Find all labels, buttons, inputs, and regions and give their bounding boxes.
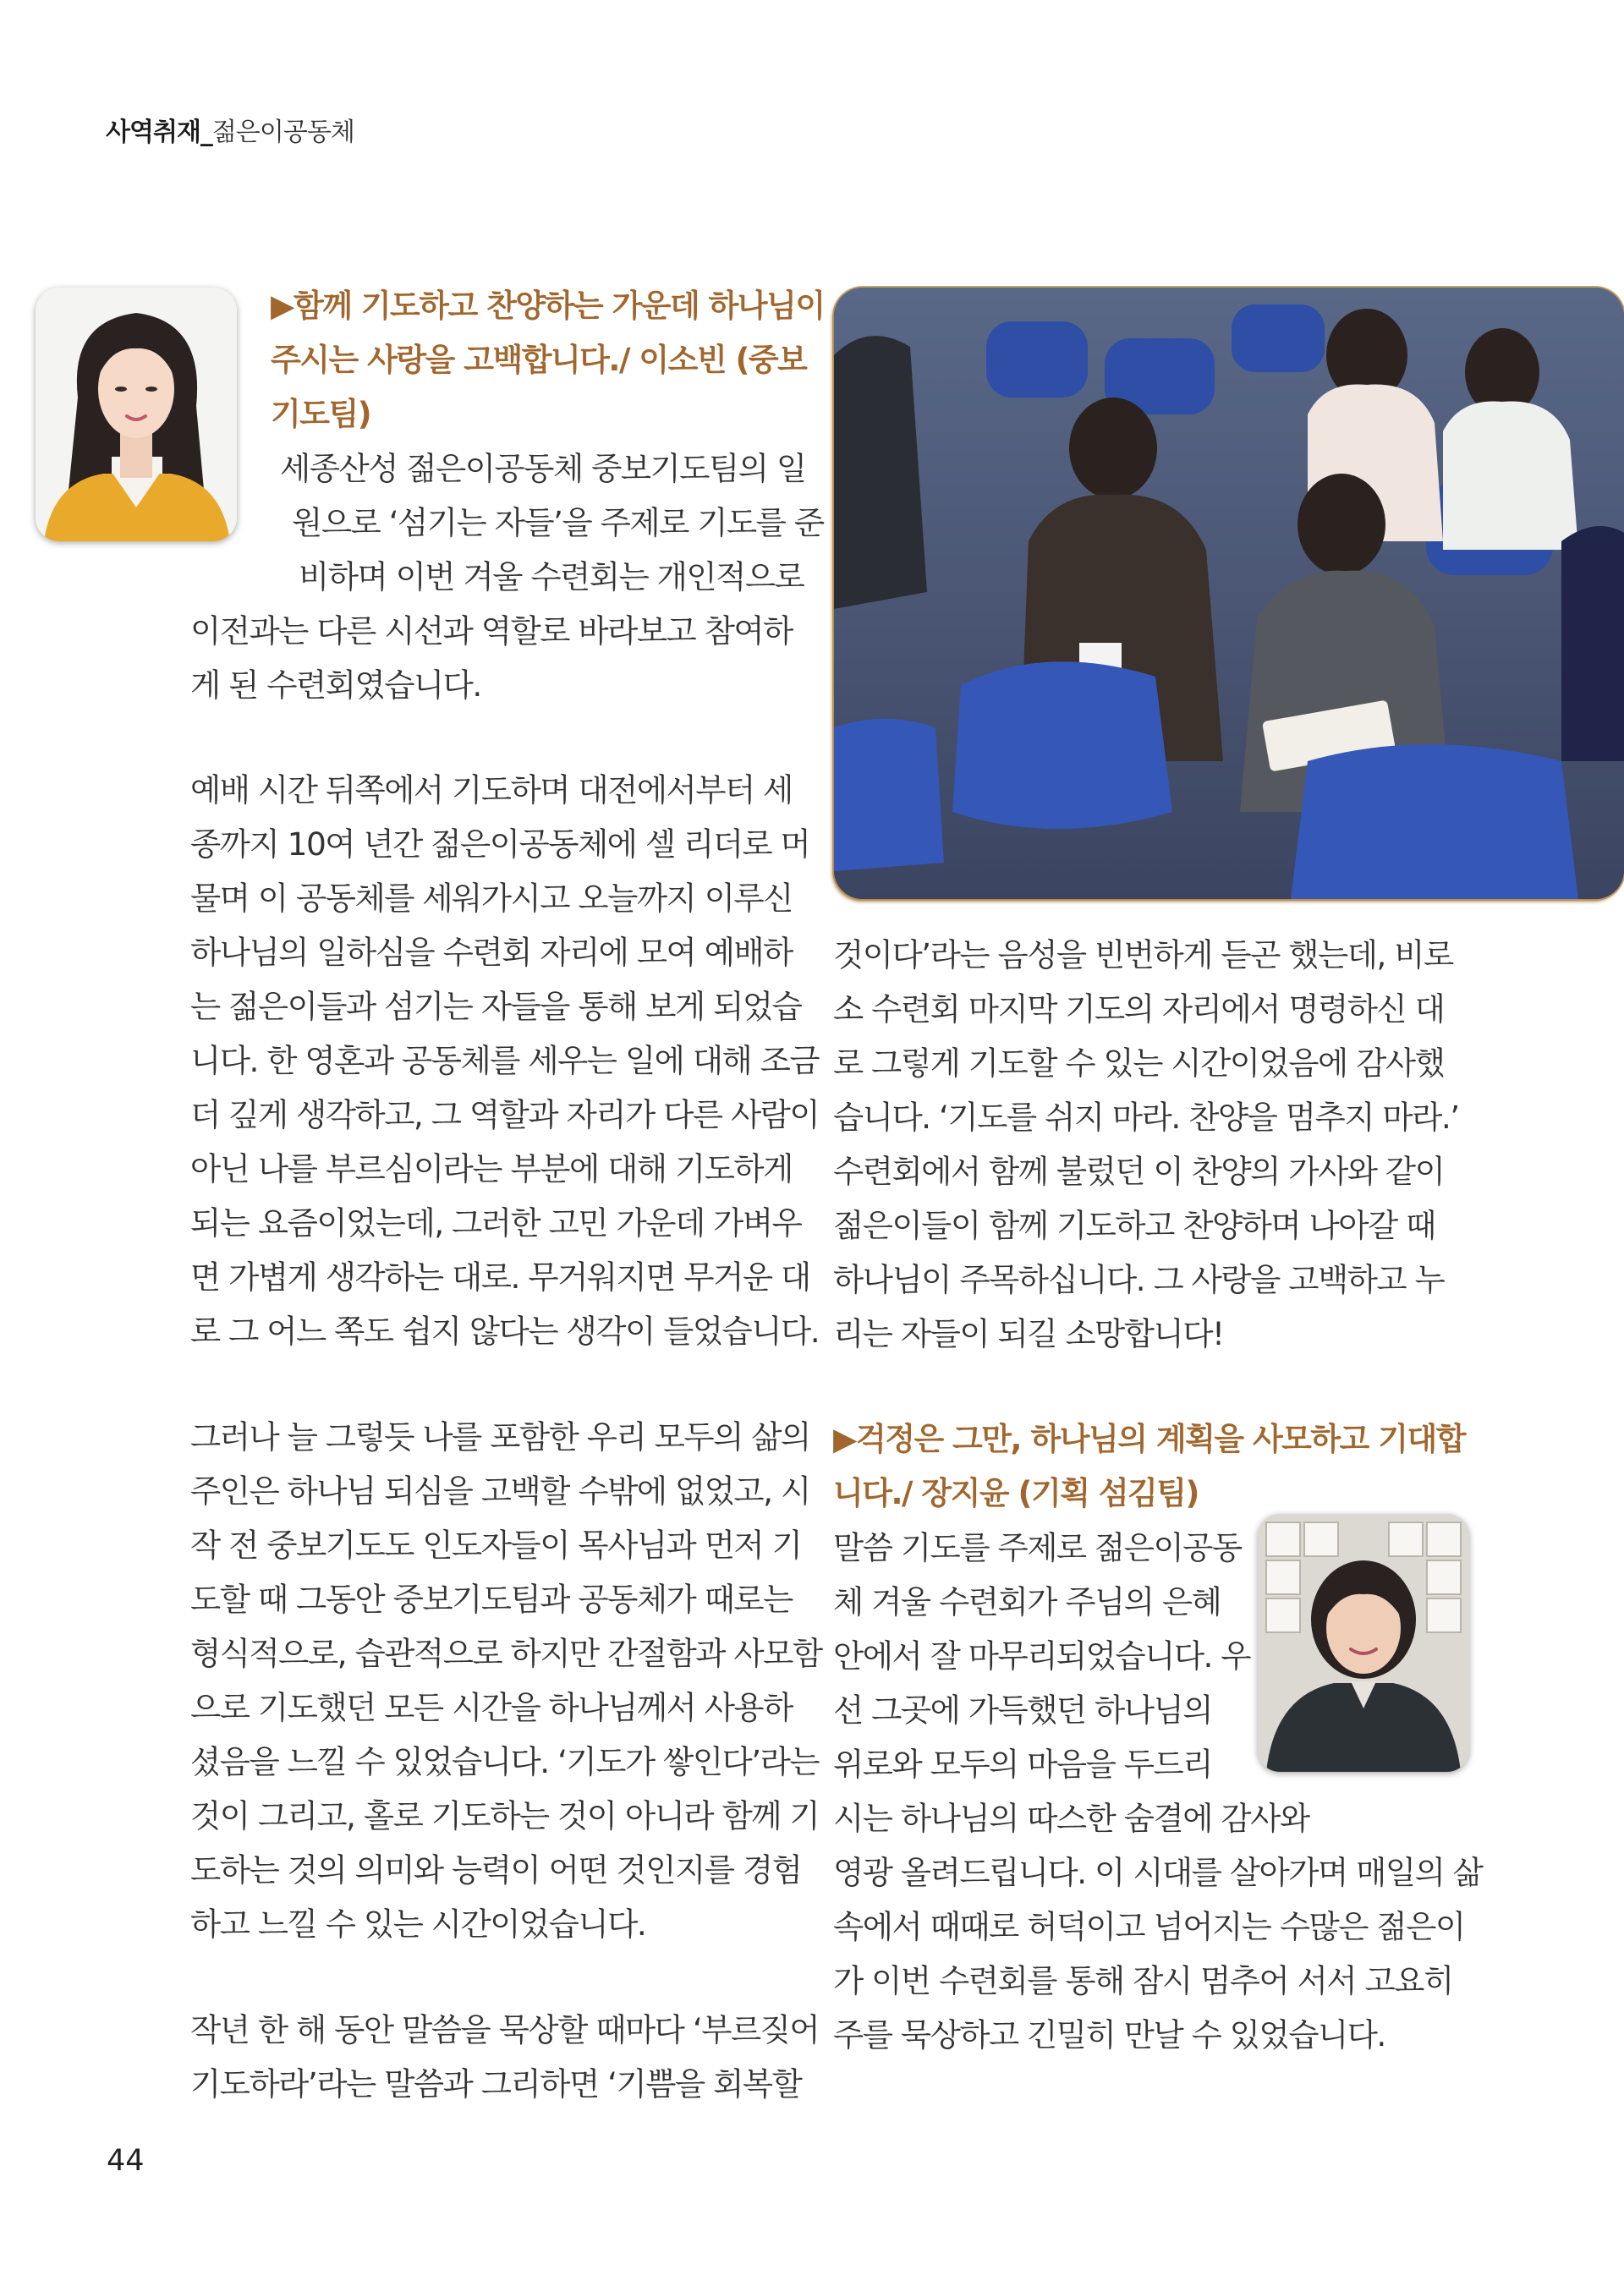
photo-illustration <box>834 288 1624 899</box>
text-line: 도하는 것의 의미와 능력이 어떤 것인지를 경험 <box>190 1851 802 1889</box>
testimony1-paragraph-2 <box>190 763 820 1358</box>
text-line: 작년 한 해 동안 말씀을 묵상할 때마다 ‘부르짖어 <box>190 2011 820 2048</box>
text-line: 이전과는 다른 시선과 역할로 바라보고 참여하 <box>190 612 793 650</box>
text-line: 그러나 늘 그렇듯 나를 포함한 우리 모두의 삶의 <box>190 1418 810 1456</box>
text-line: 으로 기도했던 모든 시간을 하나님께서 사용하 <box>190 1689 793 1726</box>
text-line: 는 젊은이들과 섬기는 자들을 통해 보게 되었습 <box>190 988 802 1025</box>
text-line: 게 된 수련회였습니다. <box>190 666 481 704</box>
text-line: 면 가볍게 생각하는 대로. 무거워지면 무거운 대 <box>190 1258 810 1296</box>
testimony1-paragraph-4 <box>190 2003 820 2111</box>
heading-line: ▶걱정은 그만, 하나님의 계획을 사모하고 기대합 <box>833 1421 1466 1457</box>
text-line: 기도하라’라는 말씀과 그리하면 ‘기쁨을 회복할 <box>190 2065 802 2103</box>
text-line: 형식적으로, 습관적으로 하지만 간절함과 사모함 <box>190 1635 822 1672</box>
page-number: 44 <box>107 2144 145 2178</box>
text-line: 니다. 한 영혼과 공동체를 세우는 일에 대해 조금 <box>190 1042 820 1079</box>
text-line: 선 그곳에 가득했던 하나님의 <box>833 1692 1212 1729</box>
text-line: 말씀 기도를 주제로 젊은이공동 <box>833 1529 1242 1566</box>
testimony1-heading <box>271 279 825 441</box>
text-line: 젊은이들이 함께 기도하고 찬양하며 나아갈 때 <box>833 1207 1435 1244</box>
heading-line: 니다./ 장지윤 (기획 섬김팀) <box>833 1475 1199 1511</box>
text-line: 예배 시간 뒤쪽에서 기도하며 대전에서부터 세 <box>190 771 793 809</box>
text-line: 비하며 이번 겨울 수련회는 개인적으로 <box>299 558 804 595</box>
testimony2-heading <box>833 1412 1466 1521</box>
testimony1-paragraph-5 <box>833 928 1459 1361</box>
text-line: 물며 이 공동체를 세워가시고 오늘까지 이루신 <box>190 880 793 917</box>
text-line: 주인은 하나님 되심을 고백할 수밖에 없었고, 시 <box>190 1472 810 1510</box>
testimony1-paragraph-3 <box>190 1410 822 1951</box>
text-line: 시는 하나님의 따스한 숨결에 감사와 <box>833 1800 1309 1837</box>
text-line: 하나님의 일하심을 수련회 자리에 모여 예배하 <box>190 934 793 971</box>
text-line: 세종산성 젊은이공동체 중보기도팀의 일 <box>280 450 806 487</box>
heading-line: 주시는 사랑을 고백합니다./ 이소빈 (중보 <box>271 342 807 378</box>
testimony2-paragraph <box>833 1521 1483 2062</box>
text-line: 위로와 모두의 마음을 두드리 <box>833 1746 1212 1783</box>
text-line: 속에서 때때로 허덕이고 넘어지는 수많은 젊은이 <box>833 1908 1465 1945</box>
text-line: 도할 때 그동안 중보기도팀과 공동체가 때로는 <box>190 1581 793 1618</box>
text-line: 셨음을 느낄 수 있었습니다. ‘기도가 쌓인다’라는 <box>190 1743 820 1780</box>
text-line: 가 이번 수련회를 통해 잠시 멈추어 서서 고요히 <box>833 1962 1453 1999</box>
text-line: 것이 그리고, 홀로 기도하는 것이 아니라 함께 기 <box>190 1797 820 1834</box>
text-line: 하나님이 주목하십니다. 그 사랑을 고백하고 누 <box>833 1261 1445 1298</box>
section-label: 사역취재_ <box>106 118 212 147</box>
heading-line: ▶함께 기도하고 찬양하는 가운데 하나님이 <box>271 288 825 324</box>
text-line: 로 그 어느 쪽도 쉽지 않다는 생각이 들었습니다. <box>190 1313 820 1350</box>
text-line: 체 겨울 수련회가 주님의 은혜 <box>833 1583 1221 1620</box>
text-line: 아닌 나를 부르심이라는 부분에 대해 기도하게 <box>190 1150 793 1187</box>
text-line: 하고 느낄 수 있는 시간이었습니다. <box>190 1905 646 1943</box>
section-header <box>106 111 354 148</box>
text-line: 원으로 ‘섬기는 자들’을 주제로 기도를 준 <box>292 504 824 541</box>
portrait-lee-sobin <box>36 288 237 541</box>
text-line: 리는 자들이 되길 소망합니다! <box>833 1315 1224 1352</box>
text-line: 것이다’라는 음성을 빈번하게 듣곤 했는데, 비로 <box>833 936 1453 973</box>
text-line: 더 깊게 생각하고, 그 역할과 자리가 다른 사람이 <box>190 1096 820 1133</box>
text-line: 로 그렇게 기도할 수 있는 시간이었음에 감사했 <box>833 1045 1445 1082</box>
portrait-illustration <box>36 288 237 541</box>
text-line: 영광 올려드립니다. 이 시대를 살아가며 매일의 삶 <box>833 1854 1483 1891</box>
text-line: 되는 요즘이었는데, 그러한 고민 가운데 가벼우 <box>190 1204 802 1242</box>
section-title: 젊은이공동체 <box>211 118 354 147</box>
text-line: 습니다. ‘기도를 쉬지 마라. 찬양을 멈추지 마라.’ <box>833 1099 1459 1136</box>
text-line: 작 전 중보기도도 인도자들이 목사님과 먼저 기 <box>190 1527 802 1564</box>
heading-line: 기도팀) <box>271 396 371 432</box>
text-line: 안에서 잘 마무리되었습니다. 우 <box>833 1637 1251 1675</box>
text-line: 종까지 10여 년간 젊은이공동체에 셀 리더로 머 <box>190 825 810 863</box>
retreat-prayer-photo <box>834 288 1624 899</box>
text-line: 주를 묵상하고 긴밀히 만날 수 있었습니다. <box>833 2016 1385 2053</box>
text-line: 수련회에서 함께 불렀던 이 찬양의 가사와 같이 <box>833 1153 1445 1190</box>
text-line: 소 수련회 마지막 기도의 자리에서 명령하신 대 <box>833 990 1445 1028</box>
